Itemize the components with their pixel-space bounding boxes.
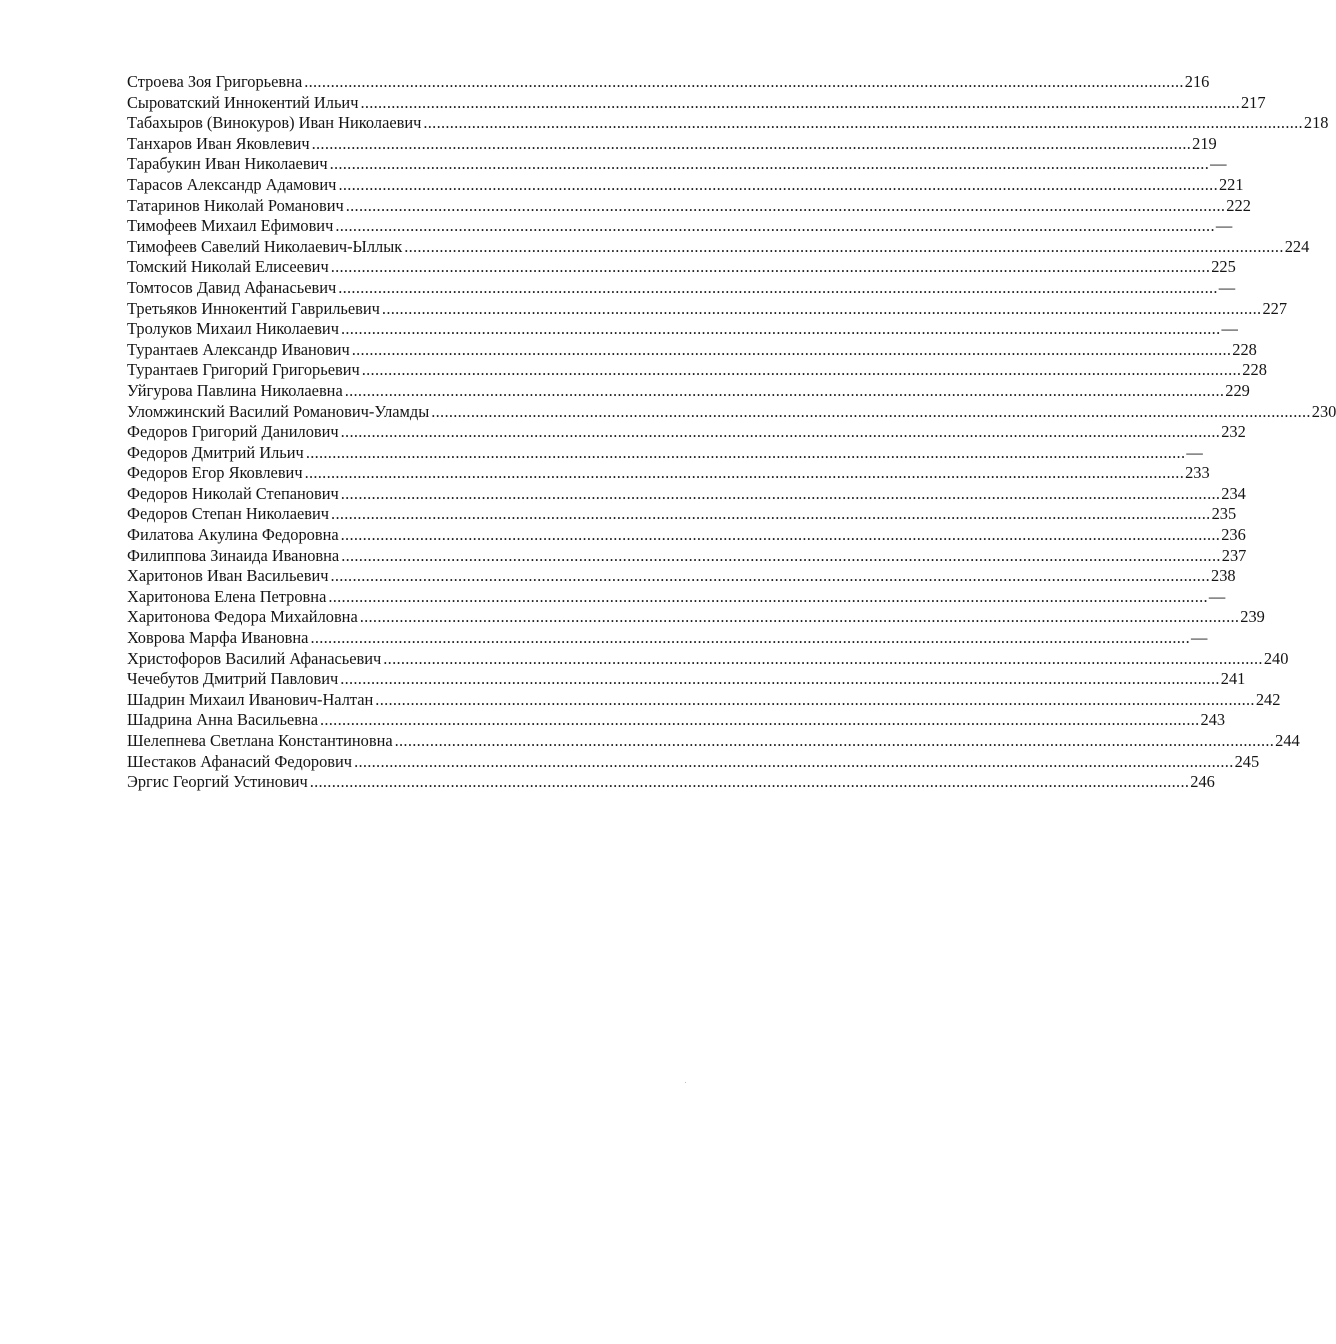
toc-entry: [127, 174, 1244, 196]
toc-entry-page: —: [1210, 154, 1227, 174]
dot-leader: ........................................................................................................................................................................................................: [340, 319, 1221, 339]
toc-entry-name: Тимофеев Савелий Николаевич-Ыллык: [127, 236, 403, 256]
dot-leader: ........................................................................................................................................................................................................: [381, 298, 1262, 318]
toc-entry: [127, 772, 1215, 793]
toc-entry-page: 237: [1221, 545, 1247, 565]
dot-leader: ........................................................................................................................................................................................................: [338, 174, 1218, 194]
dot-leader: ........................................................................................................................................................................................................: [341, 545, 1221, 565]
toc-entry-name: Тимофеев Михаил Ефимович: [127, 216, 334, 236]
dot-leader: ........................................................................................................................................................................................................: [340, 422, 1221, 442]
toc-entry-page: 240: [1263, 648, 1289, 668]
toc-entry: [127, 442, 1203, 464]
toc-entry: [127, 133, 1217, 155]
toc-entry-name: Табахыров (Винокуров) Иван Николаевич: [127, 113, 422, 133]
dot-leader: ........................................................................................................................................................................................................: [344, 380, 1225, 400]
toc-entry-name: Тарасов Александр Адамович: [127, 174, 337, 194]
dot-leader: ........................................................................................................................................................................................................: [305, 442, 1186, 462]
toc-entry-page: 227: [1262, 298, 1288, 318]
toc-entry-name: Христофоров Василий Афанасьевич: [127, 648, 382, 668]
toc-entry: [127, 525, 1246, 546]
toc-entry-name: Филиппова Зинаида Ивановна: [127, 545, 340, 565]
toc-entry: [127, 545, 1247, 567]
dot-leader: ........................................................................................................................................................................................................: [331, 504, 1211, 524]
toc-entry-page: 245: [1234, 751, 1260, 771]
dot-leader: ........................................................................................................................................................................................................: [345, 195, 1226, 215]
toc-entry-name: Эргис Георгий Устинович: [127, 772, 308, 792]
toc-entry-name: Федоров Егор Яковлевич: [127, 463, 303, 483]
dot-leader: ........................................................................................................................................................................................................: [375, 689, 1255, 709]
scan-speck: [685, 1082, 686, 1083]
toc-entry: [127, 380, 1250, 402]
toc-entry-page: —: [1218, 277, 1236, 297]
toc-entry-name: Строева Зоя Григорьевна: [127, 72, 303, 91]
toc-entry-page: 216: [1184, 72, 1210, 91]
toc-entry-name: Сыроватский Иннокентий Ильич: [127, 92, 359, 112]
toc-entry-name: Томтосов Давид Афанасьевич: [127, 277, 337, 297]
dot-leader: ........................................................................................................................................................................................................: [329, 154, 1210, 174]
toc-entry-name: Харитонова Федора Михайловна: [127, 607, 358, 627]
toc-entry-name: Федоров Степан Николаевич: [127, 504, 330, 524]
toc-entry: [127, 319, 1238, 340]
toc-entry-page: 241: [1220, 669, 1246, 689]
toc-entry: [127, 669, 1246, 690]
toc-entry-name: Уломжинский Василий Романович-Уламды: [127, 401, 430, 421]
toc-entry: [127, 586, 1226, 608]
toc-entry-page: 244: [1275, 731, 1300, 750]
toc-entry-page: 228: [1232, 339, 1257, 359]
dot-leader: ........................................................................................................................................................................................................: [309, 772, 1190, 792]
toc-entry: [127, 216, 1233, 237]
toc-entry: [127, 257, 1236, 278]
dot-leader: ........................................................................................................................................................................................................: [310, 628, 1190, 648]
table-of-contents: [127, 72, 1336, 793]
toc-entry-page: 246: [1190, 772, 1215, 792]
dot-leader: ........................................................................................................................................................................................................: [304, 72, 1184, 91]
toc-entry-page: 224: [1284, 236, 1310, 256]
toc-entry-page: —: [1221, 319, 1238, 339]
toc-entry-page: —: [1215, 216, 1233, 236]
toc-entry-page: 235: [1211, 504, 1237, 524]
toc-entry-name: Тарабукин Иван Николаевич: [127, 154, 328, 174]
toc-entry: [127, 463, 1210, 484]
dot-leader: ........................................................................................................................................................................................................: [340, 669, 1220, 689]
toc-entry: [127, 236, 1310, 258]
toc-entry: [127, 731, 1300, 752]
toc-entry-name: Харитонова Елена Петровна: [127, 586, 327, 606]
toc-entry: [127, 628, 1208, 649]
dot-leader: ........................................................................................................................................................................................................: [319, 710, 1200, 730]
toc-entry: [127, 72, 1210, 93]
toc-entry-page: —: [1186, 442, 1203, 462]
dot-leader: ........................................................................................................................................................................................................: [335, 216, 1215, 236]
toc-entry-name: Уйгурова Павлина Николаевна: [127, 380, 343, 400]
dot-leader: ........................................................................................................................................................................................................: [423, 113, 1303, 133]
toc-entry: [127, 298, 1288, 320]
dot-leader: ........................................................................................................................................................................................................: [340, 483, 1221, 503]
toc-entry-name: Федоров Григорий Данилович: [127, 422, 339, 442]
toc-entry-page: 217: [1240, 92, 1266, 112]
toc-entry-name: Турантаев Александр Иванович: [127, 339, 350, 359]
dot-leader: ........................................................................................................................................................................................................: [311, 133, 1192, 153]
dot-leader: ........................................................................................................................................................................................................: [394, 731, 1275, 750]
toc-entry-name: Филатова Акулина Федоровна: [127, 525, 339, 545]
toc-entry: [127, 648, 1289, 670]
toc-entry-page: 242: [1255, 689, 1281, 709]
toc-entry-name: Турантаев Григорий Григорьевич: [127, 360, 360, 380]
dot-leader: ........................................................................................................................................................................................................: [361, 360, 1242, 380]
toc-entry-name: Шелепнева Светлана Константиновна: [127, 731, 393, 750]
dot-leader: ........................................................................................................................................................................................................: [383, 648, 1263, 668]
dot-leader: ........................................................................................................................................................................................................: [360, 92, 1240, 112]
toc-entry: [127, 113, 1329, 134]
toc-entry-page: 230: [1311, 401, 1336, 421]
toc-entry-name: Харитонов Иван Васильевич: [127, 566, 329, 586]
toc-entry: [127, 360, 1267, 381]
dot-leader: ........................................................................................................................................................................................................: [330, 566, 1210, 586]
dot-leader: ........................................................................................................................................................................................................: [338, 277, 1218, 297]
toc-entry-page: 221: [1218, 174, 1244, 194]
toc-entry-page: 225: [1211, 257, 1236, 277]
toc-entry-page: 232: [1221, 422, 1246, 442]
toc-entry: [127, 689, 1281, 711]
dot-leader: ........................................................................................................................................................................................................: [431, 401, 1311, 421]
toc-entry-page: —: [1190, 628, 1208, 648]
toc-entry-name: Татаринов Николай Романович: [127, 195, 344, 215]
toc-entry-page: 243: [1200, 710, 1226, 730]
dot-leader: ........................................................................................................................................................................................................: [328, 586, 1208, 606]
toc-entry: [127, 92, 1266, 114]
toc-entry-page: 234: [1221, 483, 1246, 503]
toc-entry-name: Шадрина Анна Васильевна: [127, 710, 318, 730]
toc-entry-name: Томский Николай Елисеевич: [127, 257, 329, 277]
toc-entry-page: 218: [1303, 113, 1329, 133]
toc-entry: [127, 401, 1336, 423]
toc-entry: [127, 277, 1236, 299]
toc-entry-name: Шадрин Михаил Иванович-Налтан: [127, 689, 374, 709]
toc-entry-name: Федоров Николай Степанович: [127, 483, 339, 503]
toc-entry-name: Танхаров Иван Яковлевич: [127, 133, 310, 153]
toc-entry-page: 236: [1221, 525, 1246, 545]
toc-entry-page: 238: [1211, 566, 1236, 586]
dot-leader: ........................................................................................................................................................................................................: [359, 607, 1240, 627]
toc-entry: [127, 566, 1236, 587]
toc-entry: [127, 504, 1237, 525]
toc-entry-name: Шестаков Афанасий Федорович: [127, 751, 353, 771]
dot-leader: ........................................................................................................................................................................................................: [330, 257, 1211, 277]
toc-entry: [127, 339, 1257, 361]
toc-entry: [127, 195, 1251, 217]
toc-entry-name: Ховрова Марфа Ивановна: [127, 628, 309, 648]
toc-entry-name: Тролуков Михаил Николаевич: [127, 319, 339, 339]
toc-entry-page: 233: [1185, 463, 1210, 483]
toc-entry-page: 228: [1242, 360, 1267, 380]
toc-entry: [127, 751, 1260, 773]
toc-entry: [127, 422, 1246, 443]
toc-entry: [127, 483, 1246, 505]
toc-entry-page: 219: [1192, 133, 1217, 153]
dot-leader: ........................................................................................................................................................................................................: [351, 339, 1232, 359]
toc-entry: [127, 607, 1265, 628]
dot-leader: ........................................................................................................................................................................................................: [404, 236, 1284, 256]
toc-entry-page: 229: [1225, 380, 1250, 400]
toc-entry-name: Федоров Дмитрий Ильич: [127, 442, 304, 462]
dot-leader: ........................................................................................................................................................................................................: [304, 463, 1185, 483]
dot-leader: ........................................................................................................................................................................................................: [354, 751, 1234, 771]
toc-entry-page: 239: [1240, 607, 1265, 627]
toc-entry-page: 222: [1226, 195, 1251, 215]
toc-entry: [127, 710, 1226, 731]
toc-entry-page: —: [1208, 586, 1226, 606]
toc-entry: [127, 154, 1227, 175]
dot-leader: ........................................................................................................................................................................................................: [340, 525, 1221, 545]
toc-entry-name: Чечебутов Дмитрий Павлович: [127, 669, 339, 689]
toc-entry-name: Третьяков Иннокентий Гаврильевич: [127, 298, 380, 318]
